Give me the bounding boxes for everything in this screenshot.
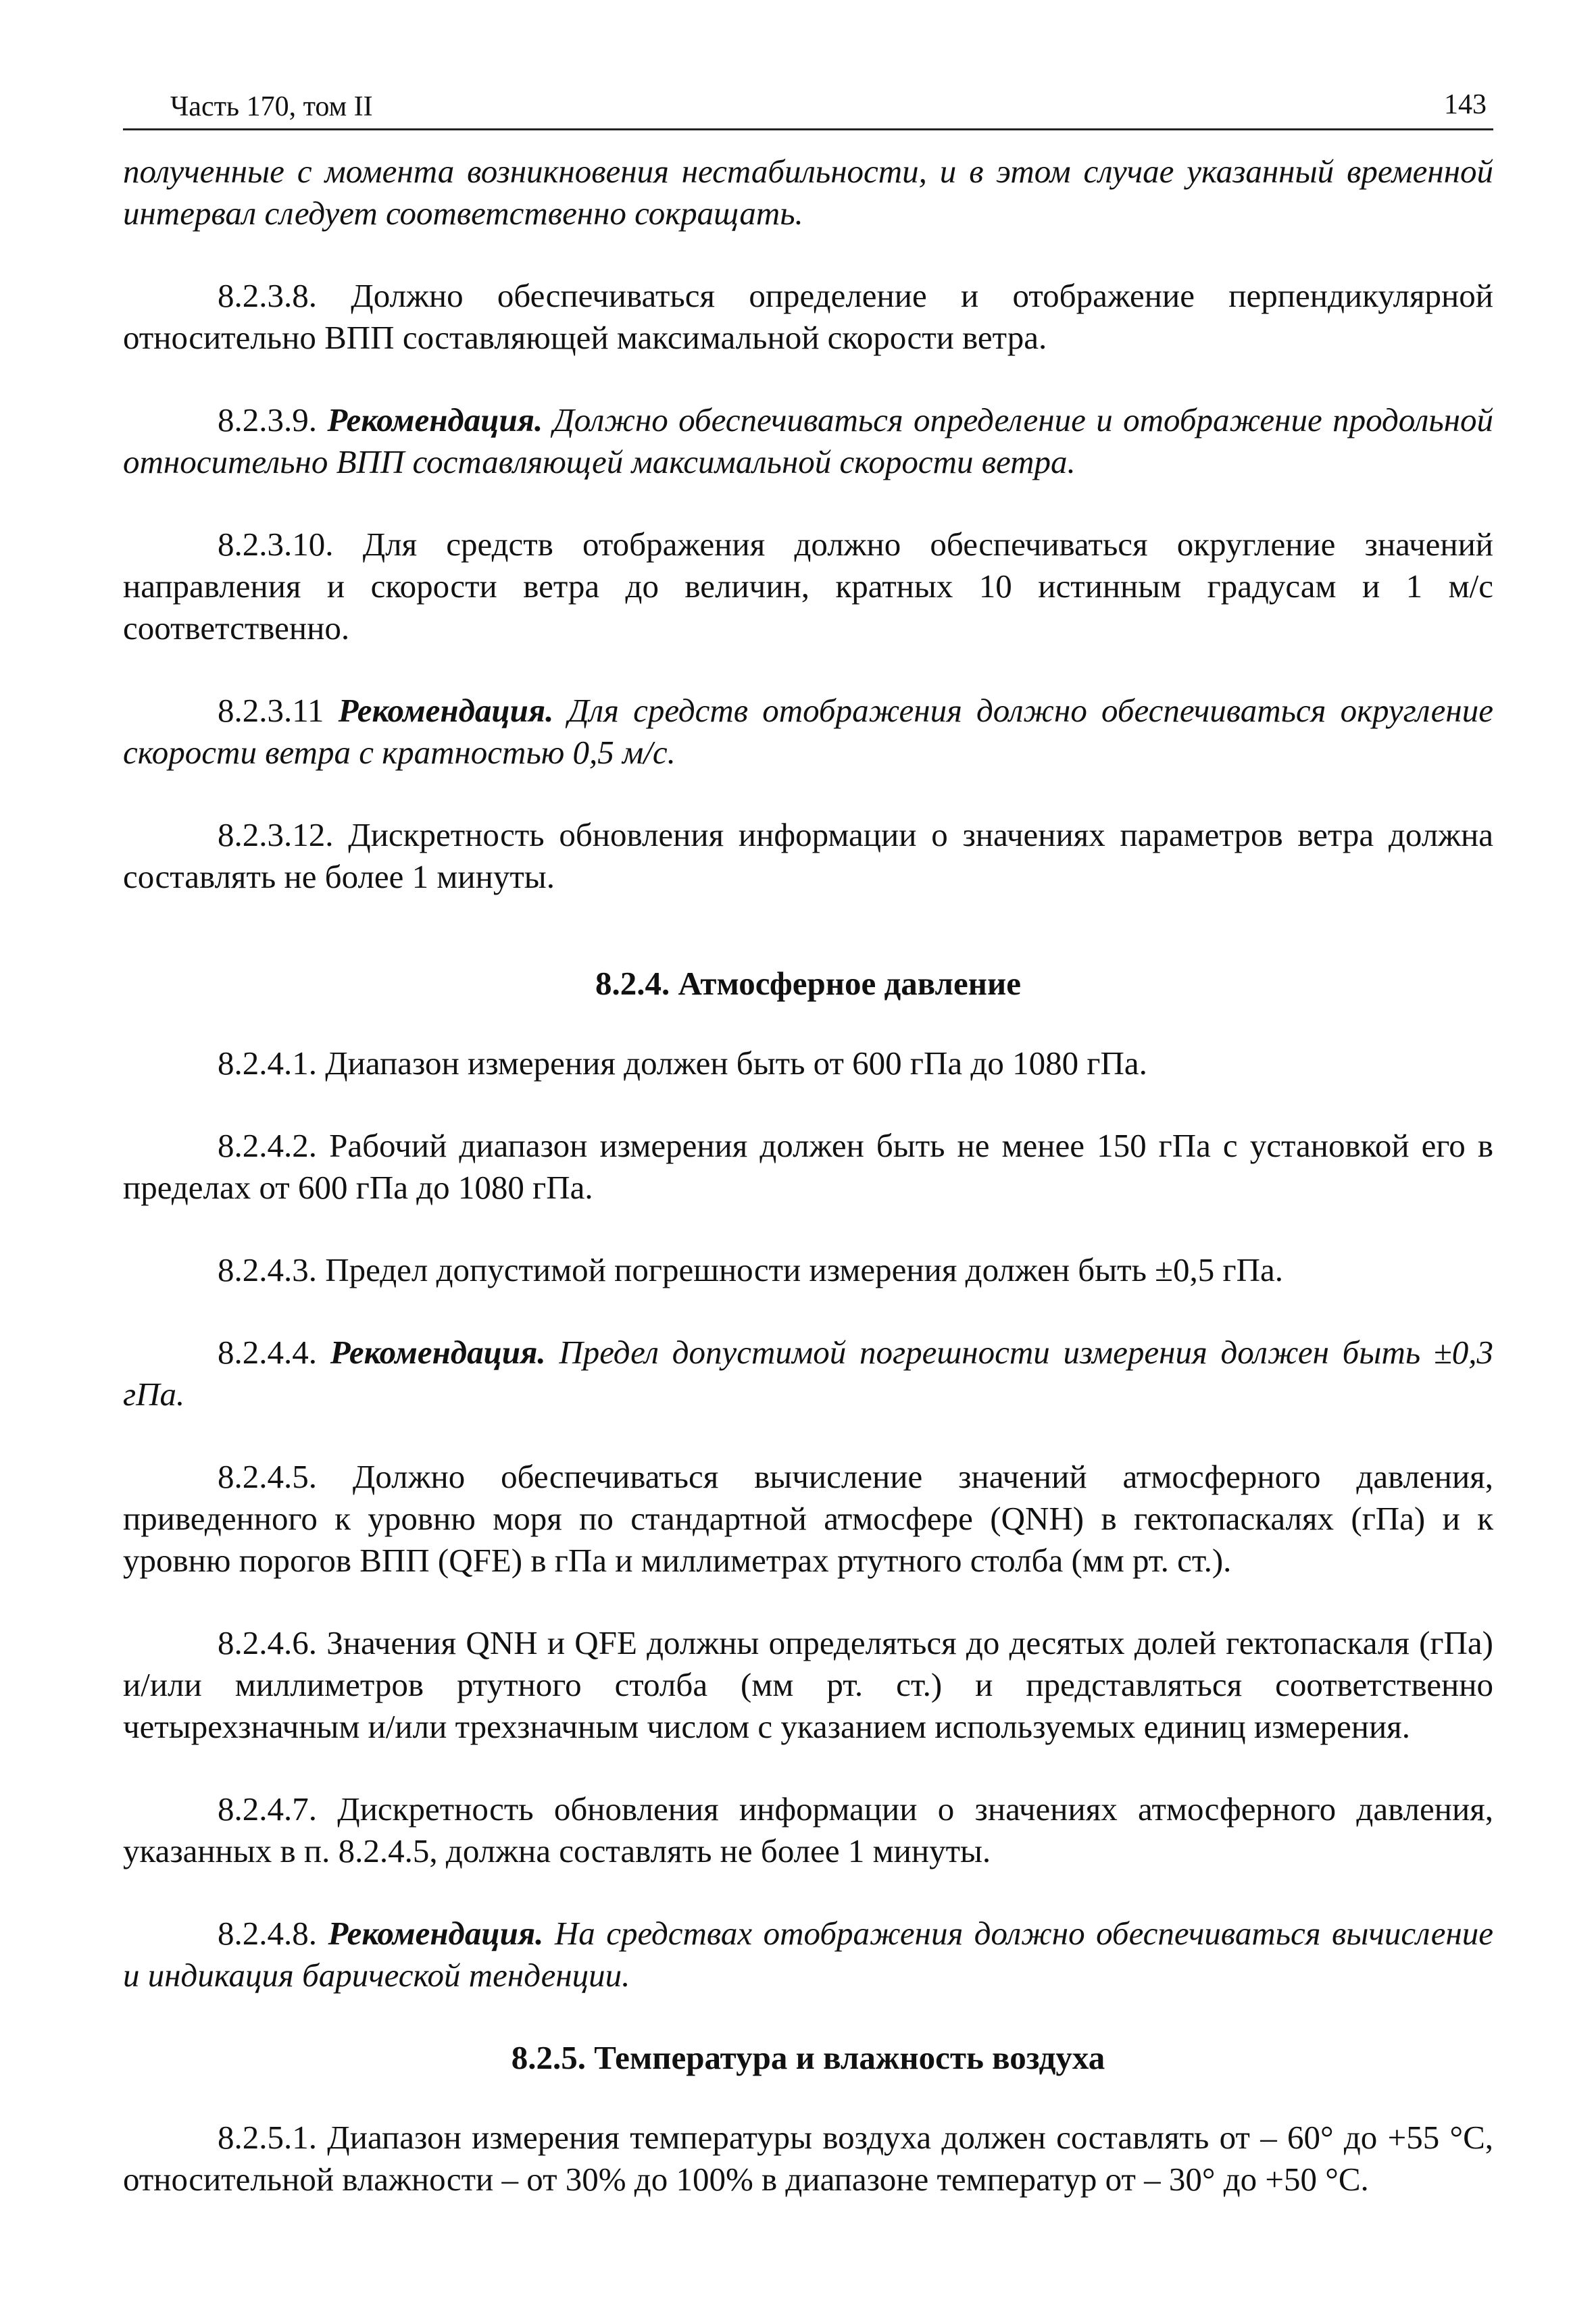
page-content	[123, 151, 1493, 2200]
paragraph-text: Рабочий диапазон измерения должен быть не менее 150 гПа с установкой его в пределах от 600 гПа до 1080 гПа.	[123, 1127, 1493, 1206]
paragraph-text: Должно обеспечиваться вычисление значений атмосферного давления, приведенного к уровню моря по стандартной атмосфере (QNH) в гектопаскалях (гПа) и к уровню порогов ВПП (QFE) в гПа и миллиметрах ртутного столба (мм рт. ст.).	[123, 1458, 1494, 1579]
paragraph-8-2-4-2	[123, 1125, 1493, 1209]
paragraph-number: 8.2.3.11	[218, 692, 324, 729]
paragraph-text: Значения QNH и QFE должны определяться до десятых долей гектопаскаля (гПа) и/или миллиметров ртутного столба (мм рт. ст.) и представляться соответственно четырехзначным и/или трехзначным числом с указанием используемых единиц измерения.	[123, 1624, 1493, 1745]
section-heading-8-2-5: 8.2.5. Температура и влажность воздуха	[511, 2039, 1105, 2076]
paragraph-8-2-5-1	[123, 2117, 1493, 2200]
recommendation-label: Рекомендация.	[338, 692, 554, 729]
paragraph-text: Диапазон измерения температуры воздуха должен составлять от – 60° до +55 °С, относительной влажности – от 30% до 100% в диапазоне температур от – 30° до +50 °С.	[123, 2119, 1494, 2198]
paragraph-8-2-3-8	[123, 275, 1493, 359]
paragraph-number: 8.2.4.3.	[218, 1251, 317, 1288]
paragraph-text: Для средств отображения должно обеспечиваться округление значений направления и скорости ветра до величин, кратных 10 истинным градусам и 1 м/с соответственно.	[123, 526, 1494, 647]
paragraph-text: Предел допустимой погрешности измерения должен быть ±0,5 гПа.	[325, 1251, 1284, 1288]
paragraph-text: Предел допустимой погрешности измерения должен быть ±0,3 гПа.	[123, 1334, 1494, 1413]
paragraph-8-2-3-10	[123, 524, 1493, 649]
paragraph-number: 8.2.3.9.	[218, 401, 317, 438]
paragraph-8-2-4-6	[123, 1622, 1493, 1748]
paragraph-8-2-4-7	[123, 1788, 1493, 1872]
paragraph-number: 8.2.4.6.	[218, 1624, 317, 1661]
paragraph-number: 8.2.4.5.	[218, 1458, 317, 1495]
header-volume-title: Часть 170, том II	[170, 91, 373, 122]
paragraph-8-2-3-9	[123, 399, 1493, 483]
paragraph-text: Должно обеспечиваться определение и отображение продольной относительно ВПП составляющей максимальной скорости ветра.	[123, 401, 1493, 480]
paragraph-text: Дискретность обновления информации о значениях атмосферного давления, указанных в п. 8.2.4.5, должна составлять не более 1 минуты.	[123, 1790, 1493, 1869]
paragraph-8-2-4-8	[123, 1913, 1493, 1996]
page-number: 143	[1444, 89, 1487, 120]
recommendation-label: Рекомендация.	[330, 1334, 546, 1371]
document-page	[123, 81, 1493, 2241]
paragraph-number: 8.2.3.12.	[218, 816, 334, 853]
paragraph-8-2-4-5	[123, 1456, 1493, 1582]
paragraph-text: Диапазон измерения должен быть от 600 гПа до 1080 гПа.	[325, 1045, 1147, 1082]
paragraph-number: 8.2.4.8.	[218, 1915, 317, 1952]
paragraph-number: 8.2.5.1.	[218, 2119, 317, 2156]
paragraph-number: 8.2.4.1.	[218, 1045, 317, 1082]
paragraph-text: Дискретность обновления информации о значениях параметров ветра должна составлять не более 1 минуты.	[123, 816, 1494, 895]
paragraph-8-2-3-11	[123, 690, 1493, 774]
paragraph-number: 8.2.4.2.	[218, 1127, 317, 1164]
section-heading-8-2-4: 8.2.4. Атмосферное давление	[595, 965, 1022, 1002]
paragraph-number: 8.2.3.10.	[218, 526, 334, 563]
paragraph-8-2-3-12	[123, 814, 1493, 898]
running-header	[123, 81, 1493, 130]
paragraph-8-2-4-1	[123, 1042, 1493, 1084]
paragraph-text: На средствах отображения должно обеспечиваться вычисление и индикация барической тенденции.	[123, 1915, 1494, 1994]
recommendation-label: Рекомендация.	[328, 1915, 544, 1952]
paragraph-8-2-4-3	[123, 1249, 1493, 1291]
paragraph-8-2-4-4	[123, 1332, 1493, 1415]
paragraph-text: Для средств отображения должно обеспечиваться округление скорости ветра с кратностью 0,5 м/с.	[123, 692, 1493, 771]
continuation-paragraph: полученные с момента возникновения нестабильности, и в этом случае указанный временной интервал следует соответственно сокращать.	[123, 153, 1493, 232]
paragraph-text: Должно обеспечиваться определение и отображение перпендикулярной относительно ВПП составляющей максимальной скорости ветра.	[123, 277, 1493, 356]
paragraph-number: 8.2.4.4.	[218, 1334, 317, 1371]
paragraph-number: 8.2.3.8.	[218, 277, 317, 314]
recommendation-label: Рекомендация.	[327, 401, 543, 438]
paragraph-number: 8.2.4.7.	[218, 1790, 317, 1828]
